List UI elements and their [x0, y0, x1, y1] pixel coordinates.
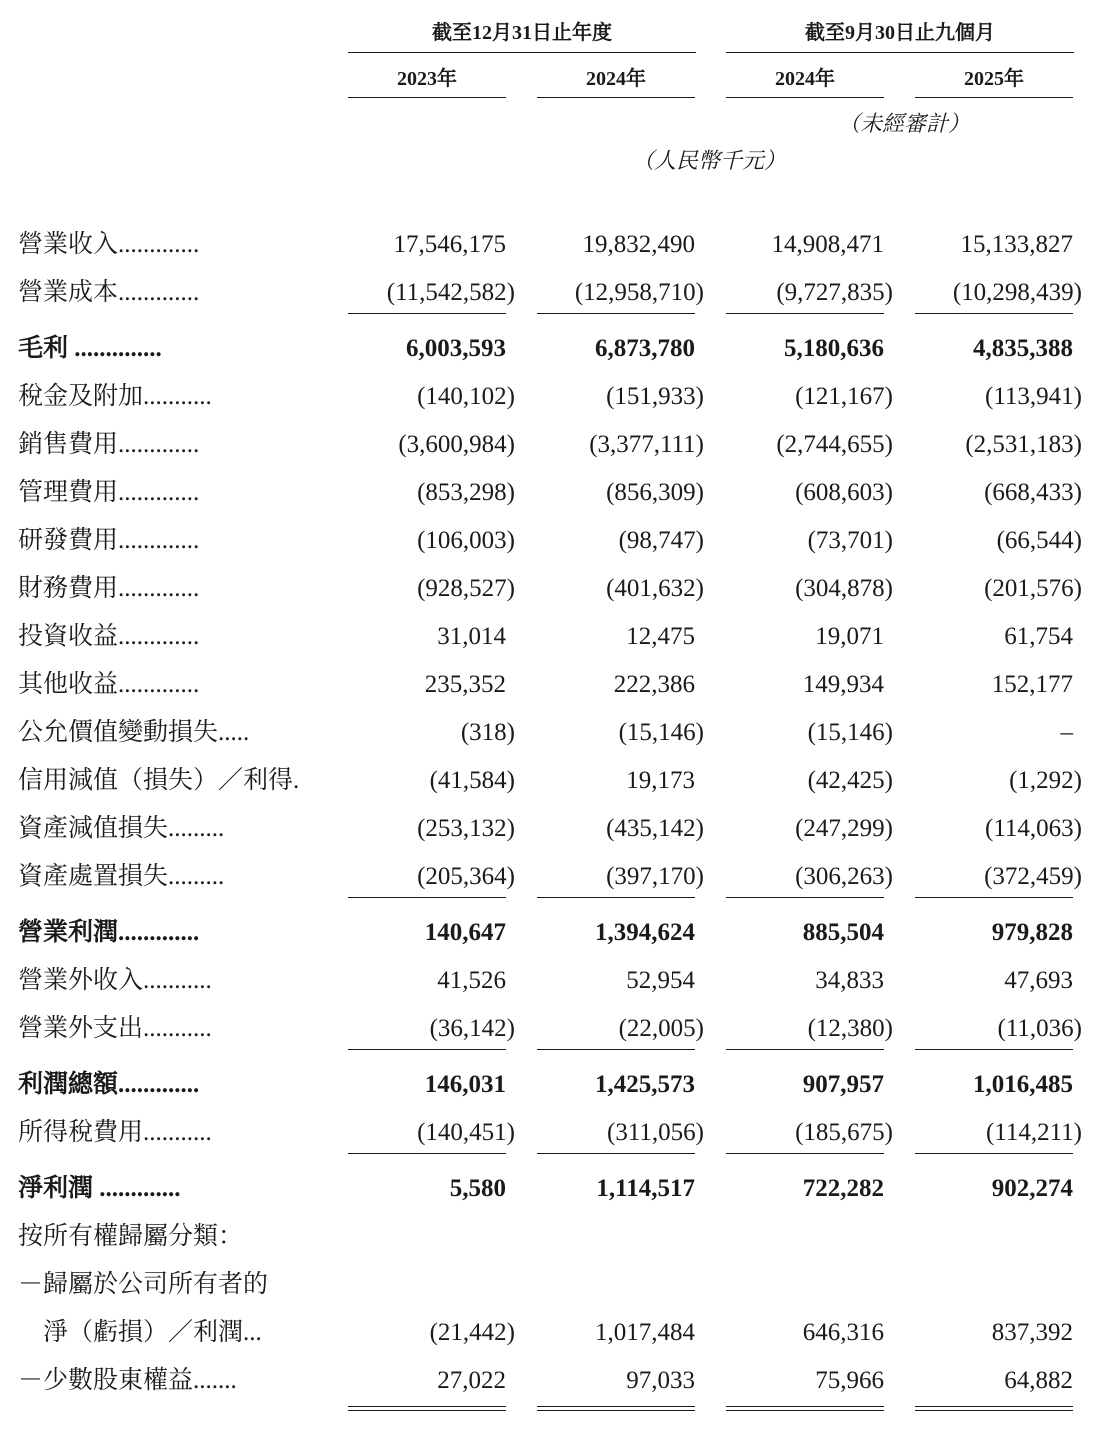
row-label — [18, 1012, 310, 1046]
table-row — [0, 332, 1114, 366]
row-label — [18, 716, 310, 750]
row-value-col-1: (253,132) — [417, 815, 515, 842]
row-leader-dots: ....... — [193, 1367, 237, 1394]
row-value-col-2: 1,017,484 — [595, 1319, 695, 1346]
row-value-col-3: (304,878) — [795, 575, 893, 602]
row-leader-dots: ........... — [143, 967, 212, 994]
row-value-col-4: 152,177 — [991, 671, 1073, 698]
row-value-col-1: (318) — [460, 719, 515, 746]
table-row — [0, 380, 1114, 414]
row-value-col-3: (15,146) — [807, 719, 893, 746]
table-row — [0, 1012, 1114, 1046]
row-leader-dots: ............. — [118, 527, 200, 554]
row-value-col-1: 140,647 — [424, 919, 506, 946]
row-label — [18, 1116, 310, 1150]
table-row — [0, 1364, 1114, 1398]
header-group-year-end-rule — [348, 52, 696, 53]
row-value-col-2: 6,873,780 — [595, 335, 695, 362]
table-row — [0, 1220, 1114, 1254]
double-rule-c3 — [726, 1406, 884, 1411]
row-value-col-2: (856,309) — [606, 479, 704, 506]
row-value-col-2: 19,832,490 — [582, 231, 695, 258]
row-value-col-1: (205,364) — [417, 863, 515, 890]
row-value-col-2: (12,958,710) — [574, 279, 704, 306]
table-row — [0, 1068, 1114, 1102]
row-label-text: 毛利 — [18, 335, 69, 362]
row-value-col-3: 75,966 — [815, 1367, 884, 1394]
row-value-col-2: (15,146) — [618, 719, 704, 746]
row-leader-dots: ........... — [143, 1119, 212, 1146]
row-leader-dots: ..... — [218, 719, 250, 746]
row-value-col-1: (106,003) — [417, 527, 515, 554]
row-value-col-2: (397,170) — [606, 863, 704, 890]
row-leader-dots: ............. — [118, 919, 200, 946]
row-value-col-4: 1,016,485 — [973, 1071, 1073, 1098]
row-label — [18, 332, 310, 366]
rule-above-total-profit-c3 — [726, 1049, 884, 1050]
row-leader-dots: ........... — [143, 1015, 212, 1042]
table-row — [0, 764, 1114, 798]
row-label — [18, 812, 310, 846]
row-value-col-3: 19,071 — [815, 623, 884, 650]
row-value-col-4: 61,754 — [1004, 623, 1073, 650]
row-value-col-4: 47,693 — [1004, 967, 1073, 994]
row-value-col-3: (185,675) — [795, 1119, 893, 1146]
table-row — [0, 964, 1114, 998]
row-value-col-4: (66,544) — [996, 527, 1082, 554]
row-leader-dots: ............. — [93, 1175, 181, 1202]
row-label — [18, 668, 310, 702]
rule-above-operating-profit-c4 — [915, 897, 1073, 898]
table-row — [0, 716, 1114, 750]
row-value-col-3: 14,908,471 — [771, 231, 884, 258]
row-value-col-4: 902,274 — [991, 1175, 1073, 1202]
row-value-col-4: 64,882 — [1004, 1367, 1073, 1394]
row-label-text: 營業收入 — [18, 231, 119, 258]
row-value-col-2: (311,056) — [607, 1119, 704, 1146]
header-year-2024-interim: 2024年 — [775, 68, 835, 90]
row-value-col-1: 31,014 — [437, 623, 506, 650]
row-value-col-3: 907,957 — [802, 1071, 884, 1098]
row-value-col-3: (247,299) — [795, 815, 893, 842]
row-leader-dots: ............. — [118, 479, 200, 506]
row-value-col-2: 19,173 — [626, 767, 695, 794]
row-label — [18, 1268, 310, 1302]
row-value-col-3: 5,180,636 — [784, 335, 884, 362]
row-leader-dots: ............. — [118, 279, 200, 306]
row-value-col-3: 885,504 — [802, 919, 884, 946]
header-group-year-end: 截至12月31日止年度 — [432, 22, 612, 44]
year-rule-4 — [915, 97, 1073, 98]
row-value-col-2: (3,377,111) — [589, 431, 704, 458]
row-label-text: 營業外支出 — [18, 1015, 144, 1042]
row-value-col-1: 146,031 — [424, 1071, 506, 1098]
table-row — [0, 476, 1114, 510]
row-label — [18, 228, 310, 262]
row-value-col-4: (113,941) — [985, 383, 1082, 410]
row-value-col-4: 15,133,827 — [960, 231, 1073, 258]
double-rule-c2 — [537, 1406, 695, 1411]
table-row — [0, 228, 1114, 262]
row-label-text: 研發費用 — [18, 527, 119, 554]
table-row — [0, 572, 1114, 606]
table-row — [0, 620, 1114, 654]
row-value-col-3: 34,833 — [815, 967, 884, 994]
row-value-col-1: (140,451) — [417, 1119, 515, 1146]
row-label — [18, 1172, 310, 1206]
row-value-col-1: 5,580 — [449, 1175, 506, 1202]
row-leader-dots: ............. — [118, 671, 200, 698]
row-value-col-1: 235,352 — [424, 671, 506, 698]
row-label — [18, 1068, 310, 1102]
row-label — [18, 764, 310, 798]
row-value-col-3: 646,316 — [802, 1319, 884, 1346]
header-year-2023: 2023年 — [397, 68, 457, 90]
row-label-text: 所得稅費用 — [18, 1119, 144, 1146]
year-rule-1 — [348, 97, 506, 98]
double-rule-c1 — [348, 1406, 506, 1411]
table-row — [0, 668, 1114, 702]
row-leader-dots: ......... — [168, 815, 225, 842]
row-value-col-2: 12,475 — [626, 623, 695, 650]
rule-above-total-profit-c4 — [915, 1049, 1073, 1050]
row-label-text: 稅金及附加 — [18, 383, 144, 410]
row-value-col-1: (853,298) — [417, 479, 515, 506]
row-value-col-4: 837,392 — [991, 1319, 1073, 1346]
row-label — [18, 1364, 310, 1398]
row-value-col-2: 52,954 — [626, 967, 695, 994]
row-label-text: 資產減值損失 — [18, 815, 169, 842]
row-value-col-2: 1,425,573 — [595, 1071, 695, 1098]
row-value-col-2: (401,632) — [606, 575, 704, 602]
row-value-col-2: (151,933) — [606, 383, 704, 410]
table-row — [0, 812, 1114, 846]
row-leader-dots: ............. — [118, 1071, 200, 1098]
row-value-col-1: (11,542,582) — [386, 279, 515, 306]
table-row — [0, 1172, 1114, 1206]
row-label-text: 投資收益 — [18, 623, 119, 650]
row-value-col-4: (2,531,183) — [965, 431, 1082, 458]
row-leader-dots: ............. — [118, 575, 200, 602]
table-row — [0, 524, 1114, 558]
row-value-col-1: 27,022 — [437, 1367, 506, 1394]
row-label — [18, 524, 310, 558]
rule-above-net-profit-c4 — [915, 1153, 1073, 1154]
row-label — [18, 1220, 310, 1254]
row-value-col-4: (201,576) — [984, 575, 1082, 602]
row-value-col-4: (11,036) — [997, 1015, 1082, 1042]
rule-above-net-profit-c3 — [726, 1153, 884, 1154]
row-label — [18, 476, 310, 510]
row-value-col-1: (41,584) — [429, 767, 515, 794]
row-label-text: 信用減值（損失）／利得 — [18, 767, 294, 794]
row-value-col-4: (114,063) — [985, 815, 1082, 842]
row-value-col-1: (21,442) — [429, 1319, 515, 1346]
row-label — [18, 276, 310, 310]
header-year-2024-annual: 2024年 — [586, 68, 646, 90]
row-value-col-4: (1,292) — [1009, 767, 1082, 794]
row-label-text: 淨利潤 — [18, 1175, 94, 1202]
row-label — [18, 1316, 310, 1350]
row-value-col-1: (928,527) — [417, 575, 515, 602]
row-label-text: －歸屬於公司所有者的 — [18, 1271, 269, 1298]
row-value-col-3: (42,425) — [807, 767, 893, 794]
row-value-col-1: (140,102) — [417, 383, 515, 410]
row-value-col-3: 149,934 — [802, 671, 884, 698]
row-leader-dots: .............. — [68, 335, 162, 362]
year-rule-3 — [726, 97, 884, 98]
row-value-col-2: 222,386 — [613, 671, 695, 698]
row-label — [18, 860, 310, 894]
rule-above-gross-profit-c2 — [537, 313, 695, 314]
row-label-text: －少數股東權益 — [18, 1367, 194, 1394]
row-label-text: 其他收益 — [18, 671, 119, 698]
unit-note: （人民幣千元） — [632, 148, 787, 173]
row-leader-dots: ........... — [143, 383, 212, 410]
row-value-col-4: (668,433) — [984, 479, 1082, 506]
row-value-col-1: (36,142) — [429, 1015, 515, 1042]
row-leader-dots: ............. — [118, 231, 200, 258]
row-value-col-1: (3,600,984) — [398, 431, 515, 458]
row-label-text: 銷售費用 — [18, 431, 119, 458]
row-value-col-2: 97,033 — [626, 1367, 695, 1394]
header-year-2025: 2025年 — [964, 68, 1024, 90]
row-value-col-1: 17,546,175 — [393, 231, 506, 258]
row-value-col-2: (98,747) — [618, 527, 704, 554]
row-value-col-4: (114,211) — [985, 1119, 1082, 1146]
row-value-col-4: 4,835,388 — [973, 335, 1073, 362]
rule-above-operating-profit-c1 — [348, 897, 506, 898]
row-label-text: 營業外收入 — [18, 967, 144, 994]
row-value-col-2: (435,142) — [606, 815, 704, 842]
row-label-text: 營業成本 — [18, 279, 119, 306]
row-value-col-4: (10,298,439) — [952, 279, 1082, 306]
row-value-col-3: (9,727,835) — [776, 279, 893, 306]
row-value-col-2: 1,394,624 — [595, 919, 695, 946]
row-value-col-1: 41,526 — [437, 967, 506, 994]
row-leader-dots: . — [293, 767, 300, 794]
row-label — [18, 916, 310, 950]
row-value-col-3: (608,603) — [795, 479, 893, 506]
row-value-col-2: (22,005) — [618, 1015, 704, 1042]
rule-above-operating-profit-c2 — [537, 897, 695, 898]
table-row — [0, 1116, 1114, 1150]
row-value-col-3: 722,282 — [802, 1175, 884, 1202]
row-label — [18, 620, 310, 654]
row-label-text: 按所有權歸屬分類： — [18, 1223, 244, 1250]
row-label-text: 資產處置損失 — [18, 863, 169, 890]
table-row — [0, 1268, 1114, 1302]
rule-above-operating-profit-c3 — [726, 897, 884, 898]
row-leader-dots: ... — [243, 1319, 262, 1346]
row-value-col-3: (121,167) — [795, 383, 893, 410]
row-value-col-4: – — [1060, 719, 1073, 746]
row-label — [18, 572, 310, 606]
table-row — [0, 1316, 1114, 1350]
row-label — [18, 964, 310, 998]
table-row — [0, 860, 1114, 894]
header-group-nine-months-rule — [726, 52, 1074, 53]
rule-above-gross-profit-c1 — [348, 313, 506, 314]
header-group-nine-months: 截至9月30日止九個月 — [805, 22, 995, 44]
table-row — [0, 916, 1114, 950]
rule-above-gross-profit-c4 — [915, 313, 1073, 314]
row-label — [18, 428, 310, 462]
row-label-text: 公允價值變動損失 — [18, 719, 219, 746]
row-value-col-4: (372,459) — [984, 863, 1082, 890]
row-label-text: 淨（虧損）／利潤 — [18, 1319, 244, 1346]
unaudited-note: （未經審計） — [838, 111, 971, 136]
row-leader-dots: ......... — [168, 863, 225, 890]
row-label-text: 營業利潤 — [18, 919, 119, 946]
row-value-col-3: (12,380) — [807, 1015, 893, 1042]
rule-above-net-profit-c1 — [348, 1153, 506, 1154]
year-rule-2 — [537, 97, 695, 98]
row-value-col-2: 1,114,517 — [596, 1175, 695, 1202]
row-leader-dots: ............. — [118, 431, 200, 458]
double-rule-c4 — [915, 1406, 1073, 1411]
row-leader-dots: ............. — [118, 623, 200, 650]
row-label — [18, 380, 310, 414]
rule-above-gross-profit-c3 — [726, 313, 884, 314]
table-row — [0, 276, 1114, 310]
row-label-text: 利潤總額 — [18, 1071, 119, 1098]
row-value-col-4: 979,828 — [991, 919, 1073, 946]
row-label-text: 管理費用 — [18, 479, 119, 506]
rule-above-total-profit-c1 — [348, 1049, 506, 1050]
rule-above-net-profit-c2 — [537, 1153, 695, 1154]
row-value-col-3: (73,701) — [807, 527, 893, 554]
row-value-col-1: 6,003,593 — [406, 335, 506, 362]
row-value-col-3: (306,263) — [795, 863, 893, 890]
rule-above-total-profit-c2 — [537, 1049, 695, 1050]
row-value-col-3: (2,744,655) — [776, 431, 893, 458]
table-row — [0, 428, 1114, 462]
row-label-text: 財務費用 — [18, 575, 119, 602]
